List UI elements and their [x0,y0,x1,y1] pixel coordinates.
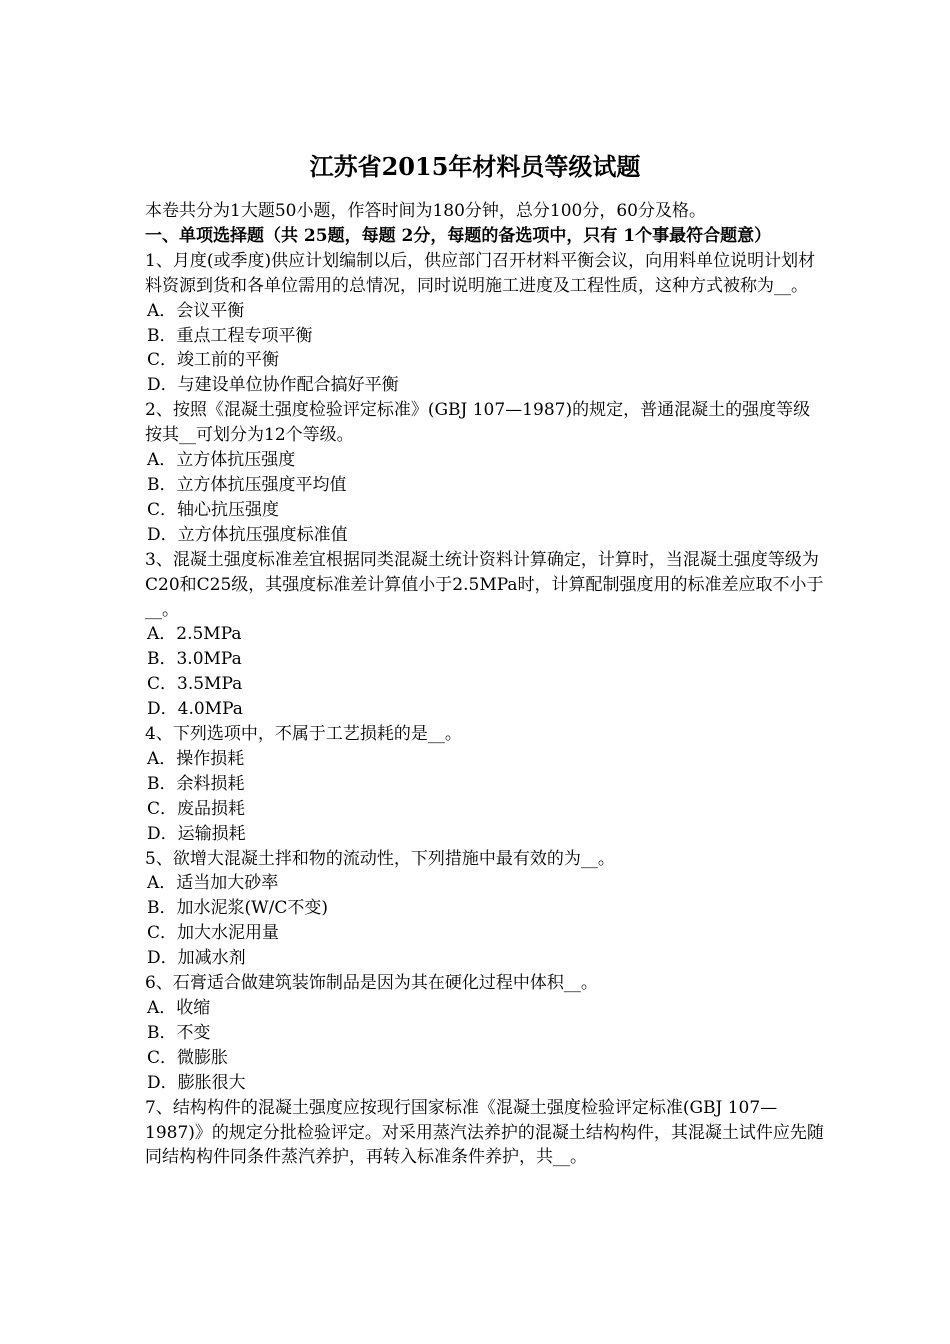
option-item: B．余料损耗 [147,773,245,794]
question-text: 4、下列选项中，不属于工艺损耗的是__。 [145,724,462,745]
option-item: C．3.5MPa [147,674,243,695]
option-item: C．轴心抗压强度 [147,499,280,520]
option-item: B．不变 [147,1022,211,1043]
option-item: A．收缩 [147,998,211,1018]
option-item: A．适当加大砂率 [147,873,279,894]
option-item: B．立方体抗压强度平均值 [147,474,347,495]
option-item: B．重点工程专项平衡 [147,325,313,346]
option-item: A．立方体抗压强度 [147,450,296,471]
question-text: 5、欲增大混凝土拌和物的流动性，下列措施中最有效的为__。 [145,848,615,869]
option-item: D．加减水剂 [147,948,246,969]
doc-title: 江苏省2015年材料员等级试题 [309,152,641,181]
option-item: A．操作损耗 [147,748,245,769]
option-item: D．与建设单位协作配合搞好平衡 [147,375,399,396]
option-item: C．竣工前的平衡 [147,350,280,371]
question-text: 2、按照《混凝土强度检验评定标准》(GBJ 107—1987)的规定，普通混凝土的强度等级按其__可划分为12个等级。 [145,400,811,446]
option-item: D．立方体抗压强度标准值 [147,524,348,545]
option-item: A．会议平衡 [147,300,245,321]
question-text: 1、月度(或季度)供应计划编制以后，供应部门召开材料平衡会议，向用料单位说明计划材料资源到货和各单位需用的总情况，同时说明施工进度及工程性质，这种方式被称为__。 [145,250,816,296]
option-item: B．加水泥浆(W/C不变) [147,898,328,919]
option-item: A．2.5MPa [147,624,242,645]
option-item: C．废品损耗 [147,798,246,819]
intro-text: 本卷共分为1大题50小题，作答时间为180分钟，总分100分，60分及格。 [145,201,706,221]
question-text: 6、石膏适合做建筑装饰制品是因为其在硬化过程中体积__。 [145,973,598,994]
option-item: C．加大水泥用量 [147,923,280,944]
question-text: 7、结构构件的混凝土强度应按现行国家标准《混凝土强度检验评定标准(GBJ 107—1987)》的规定分批检验评定。对采用蒸汽法养护的混凝土结构构件，其混凝土试件应先随同结构构件同条件蒸汽养护，再转入标准条件养护，共__。 [145,1097,824,1168]
option-item: D．运输损耗 [147,823,246,844]
option-item: C．微膨胀 [147,1047,229,1068]
question-text: 3、混凝土强度标准差宜根据同类混凝土统计资料计算确定，计算时，当混凝土强度等级为C20和C25级，其强度标准差计算值小于2.5MPa时，计算配制强度用的标准差应取不小于__。 [145,549,824,620]
option-item: D．膨胀很大 [147,1072,246,1093]
option-item: B．3.0MPa [147,649,242,670]
option-item: D．4.0MPa [147,699,243,720]
section-heading: 一、单项选择题（共 25题，每题 2分，每题的备选项中，只有 1个事最符合题意） [145,225,772,246]
doc-content [145,199,825,1170]
